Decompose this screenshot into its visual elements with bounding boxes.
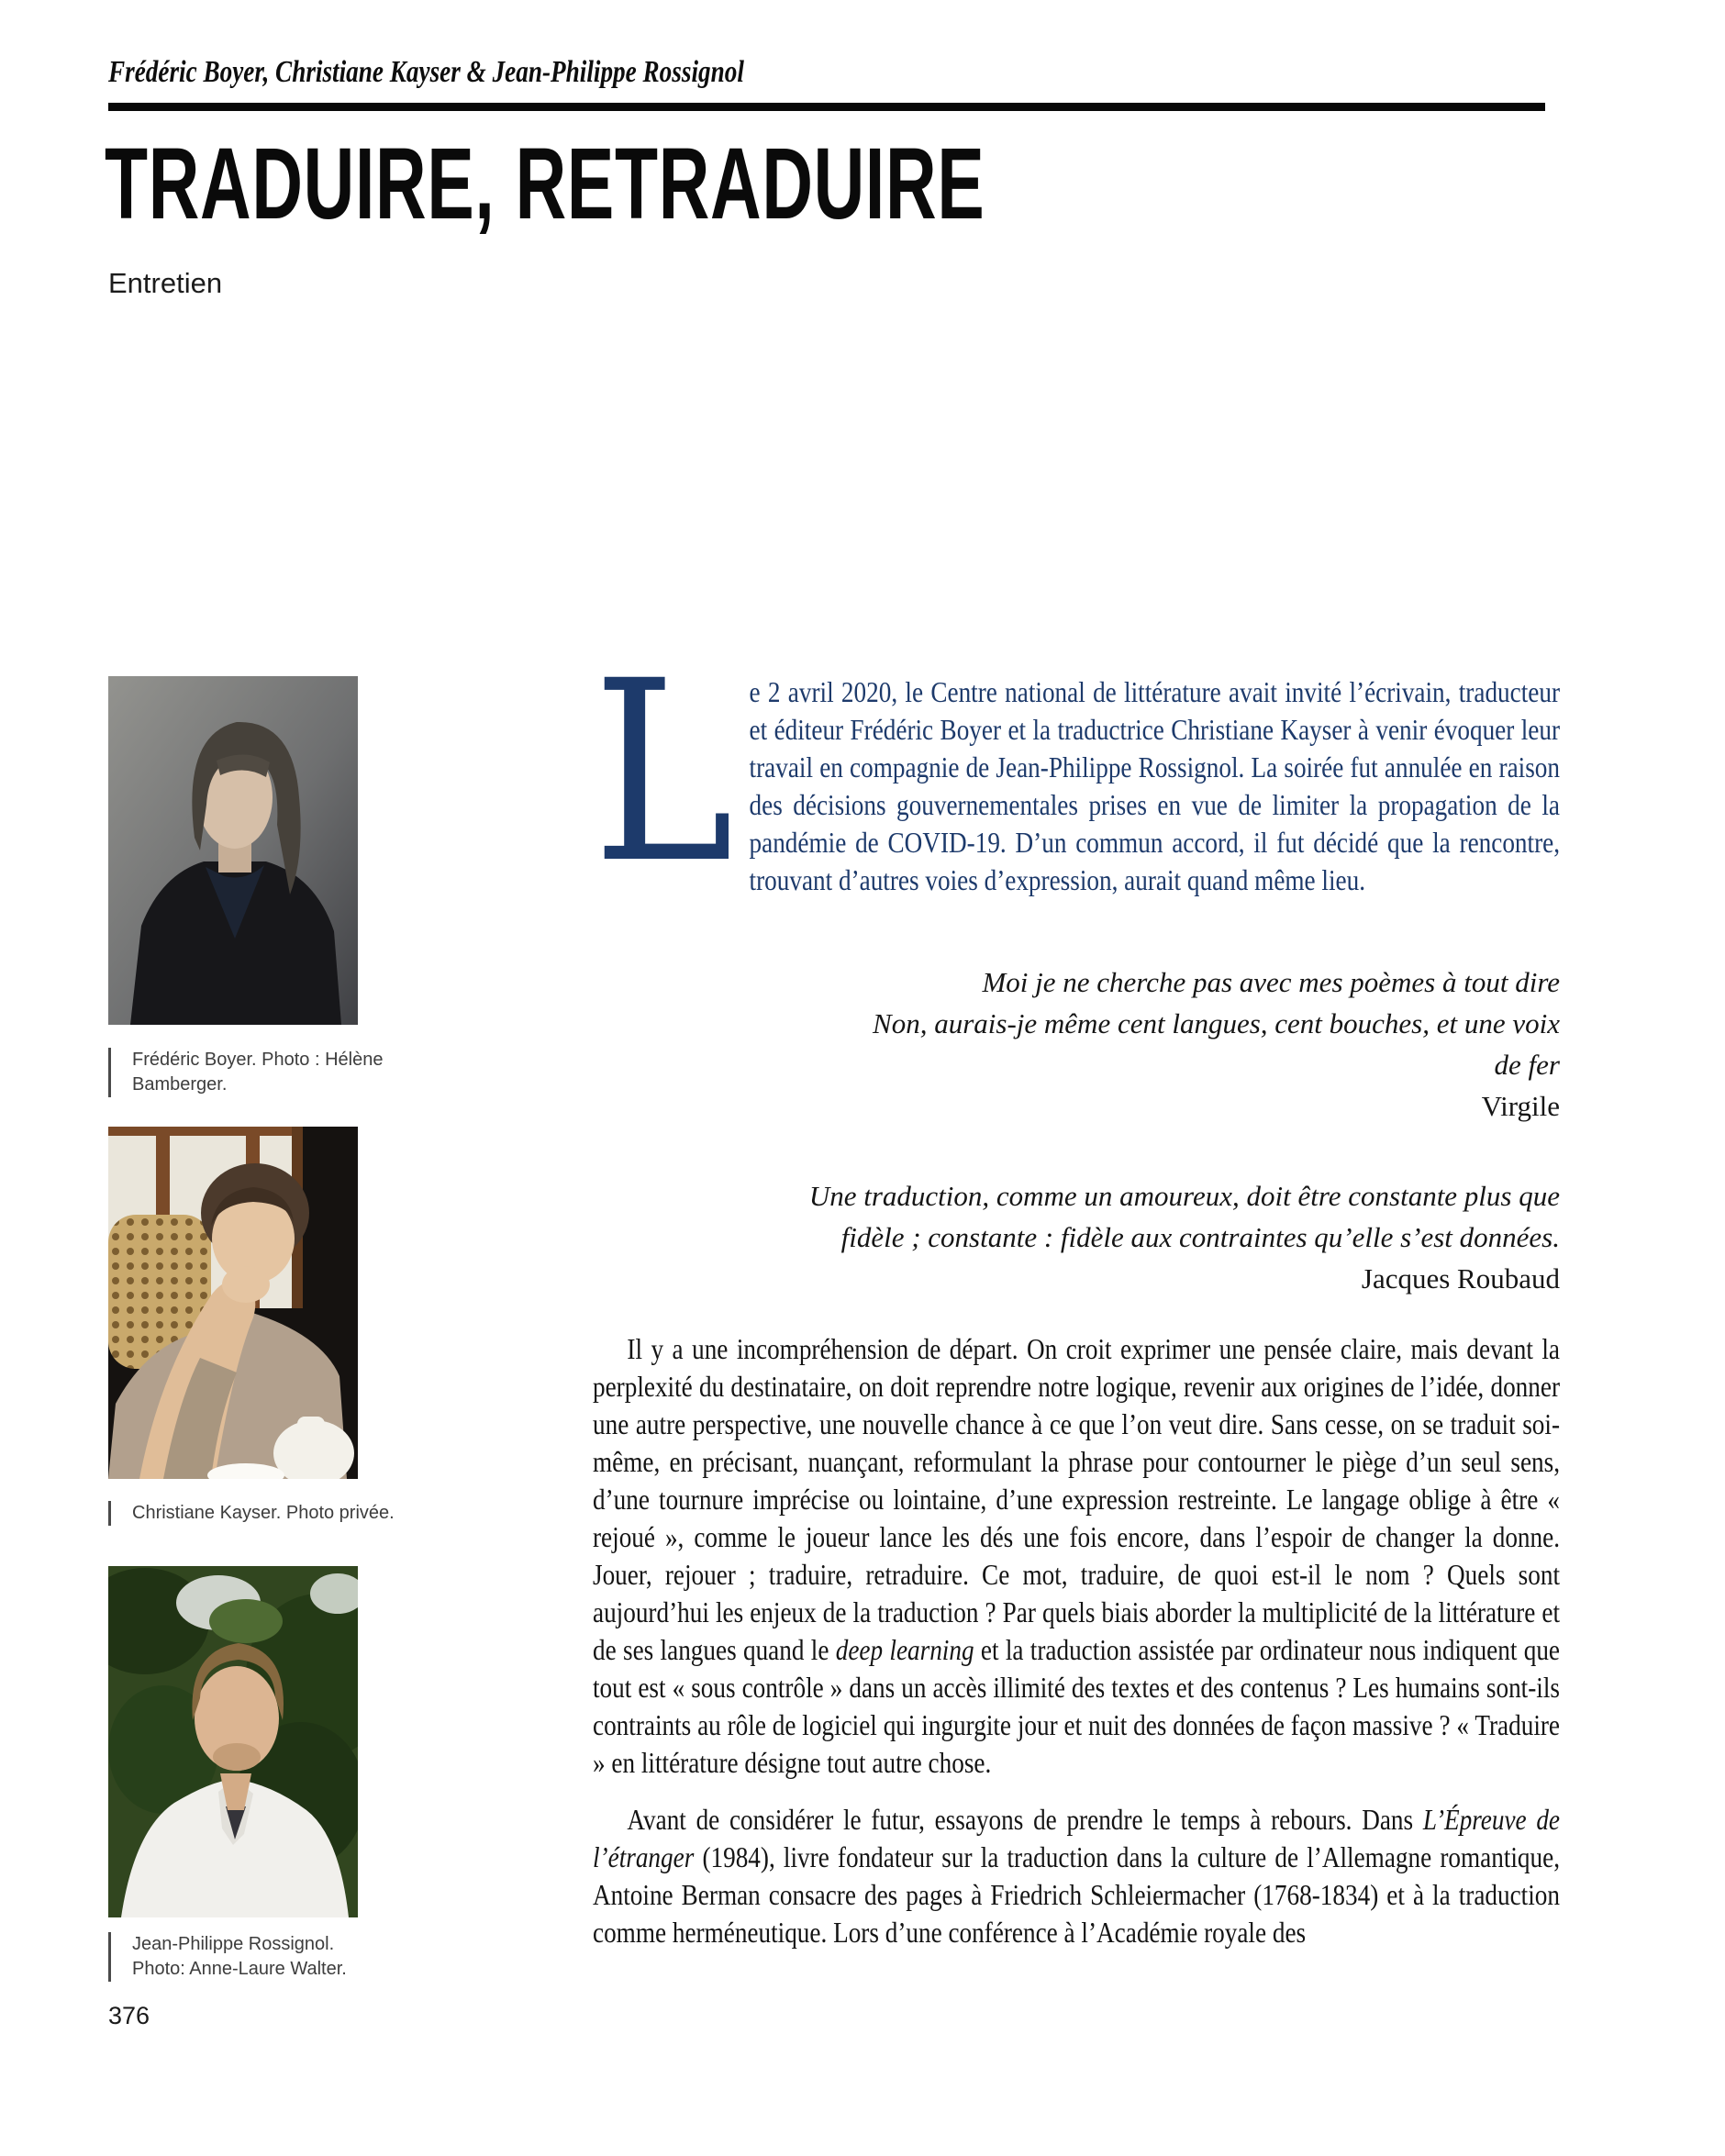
italic-phrase: L’Épreuve de l’étranger (593, 1803, 1561, 1873)
epigraph-roubaud (593, 1175, 1560, 1299)
photo-christiane-kayser-image (108, 1127, 358, 1479)
caption-line: Christiane Kayser. Photo privée. (132, 1503, 395, 1523)
caption-frederic-boyer (108, 1048, 383, 1097)
body-paragraph-1 (593, 1330, 1560, 1782)
epigraph-line: Non, aurais-je même cent langues, cent bouches, et une voix (873, 1007, 1560, 1039)
body-paragraph-2 (593, 1801, 1560, 1951)
body-block (593, 1330, 1725, 1951)
photo-jean-philippe-rossignol (108, 1566, 358, 1917)
epigraph-attribution: Jacques Roubaud (1361, 1262, 1560, 1295)
body-text (593, 1330, 1560, 1951)
text-segment: (1984), livre fondateur sur la traduction dans la culture de l’Allemagne romantique, Antoine Berman consacre des pages à Friedrich Schleiermacher (1768-1834) et à la traduction comme herméneutique. Lors d’une conférence à l’Académie royale des (593, 1840, 1560, 1949)
intro-paragraph (593, 628, 1560, 918)
intro-block (593, 628, 1725, 918)
article-title (105, 128, 1363, 240)
portrait-figure (108, 676, 358, 1025)
portrait-figure (108, 1566, 358, 1917)
caption-jean-philippe-rossignol (108, 1932, 347, 1982)
authors-line (108, 55, 903, 89)
caption-christiane-kayser (108, 1501, 395, 1526)
epigraph-virgile (593, 961, 1560, 1127)
epigraph-attribution: Virgile (1481, 1090, 1560, 1122)
genre-label: Entretien (108, 267, 223, 299)
caption-line: Jean-Philippe Rossignol. (132, 1934, 335, 1954)
portrait-figure (108, 1127, 358, 1479)
caption-line: Bamberger. (132, 1074, 228, 1095)
caption-line: Photo: Anne-Laure Walter. (132, 1959, 347, 1979)
intro-text: e 2 avril 2020, le Centre national de littérature avait invité l’écrivain, traducteur et éditeur Frédéric Boyer et la traductrice Christiane Kayser à venir évoquer leur travail en compagnie de Jean-Philippe Rossignol. La soirée fut annulée en raison des décisions gouvernementales prises en vue de limiter la propagation de la pandémie de COVID-19. D’un commun accord, il fut décidé que la rencontre, trouvant d’autres voies d’expression, aurait quand même lieu. (749, 675, 1560, 896)
text-segment: Avant de considérer le futur, essayons de prendre le temps à rebours. Dans (627, 1803, 1423, 1836)
photo-frederic-boyer (108, 676, 358, 1025)
epigraph-line: Moi je ne cherche pas avec mes poèmes à tout dire (982, 966, 1560, 998)
article-title-text: TRADUIRE, RETRADUIRE (105, 128, 985, 240)
epigraph-line: Une traduction, comme un amoureux, doit être constante plus que (808, 1180, 1560, 1212)
epigraph-line: de fer (1494, 1049, 1560, 1081)
italic-phrase: deep learning (835, 1633, 974, 1666)
text-segment: et la traduction assistée par ordinateur nous indiquent que tout est « sous contrôle » dans un accès illimité des textes et des contenus ? Les humains sont-ils contraints au rôle de logiciel qui ingurgite jour et nuit des données de façon massive ? « Traduire » en littérature désigne tout autre chose. (593, 1633, 1561, 1779)
photo-frederic-boyer-image (108, 676, 358, 1025)
header-rule (108, 103, 1545, 111)
text-segment: Il y a une incompréhension de départ. On croit exprimer une pensée claire, mais devant la perplexité du destinataire, on doit reprendre notre logique, revenir aux origines de l’idée, donner une autre perspective, une nouvelle chance à ce que l’on veut dire. Sans cesse, on se traduit soi-même, en précisant, nuançant, reformulant la phrase pour contourner le piège d’un seul sens, d’une tournure imprécise ou lointaine, d’une expression restreinte. Le langage oblige à être « rejoué », comme le joueur lance les dés une fois encore, dans l’espoir de changer la donne. Jouer, rejouer ; traduire, retraduire. Ce mot, traduire, de quoi est-il le nom ? Quels sont aujourd’hui les enjeux de la traduction ? Par quels biais aborder la multiplicité de la littérature et de ses langues quand le (593, 1332, 1560, 1666)
drop-cap: L (593, 628, 734, 918)
page-number: 376 (108, 2002, 150, 2029)
photo-christiane-kayser (108, 1127, 358, 1479)
photo-jean-philippe-rossignol-image (108, 1566, 358, 1917)
authors-text: Frédéric Boyer, Christiane Kayser & Jean-Philippe Rossignol (108, 55, 744, 89)
caption-line: Frédéric Boyer. Photo : Hélène (132, 1050, 384, 1070)
epigraph-line: fidèle ; constante : fidèle aux contraintes qu’elle s’est données. (840, 1221, 1560, 1253)
